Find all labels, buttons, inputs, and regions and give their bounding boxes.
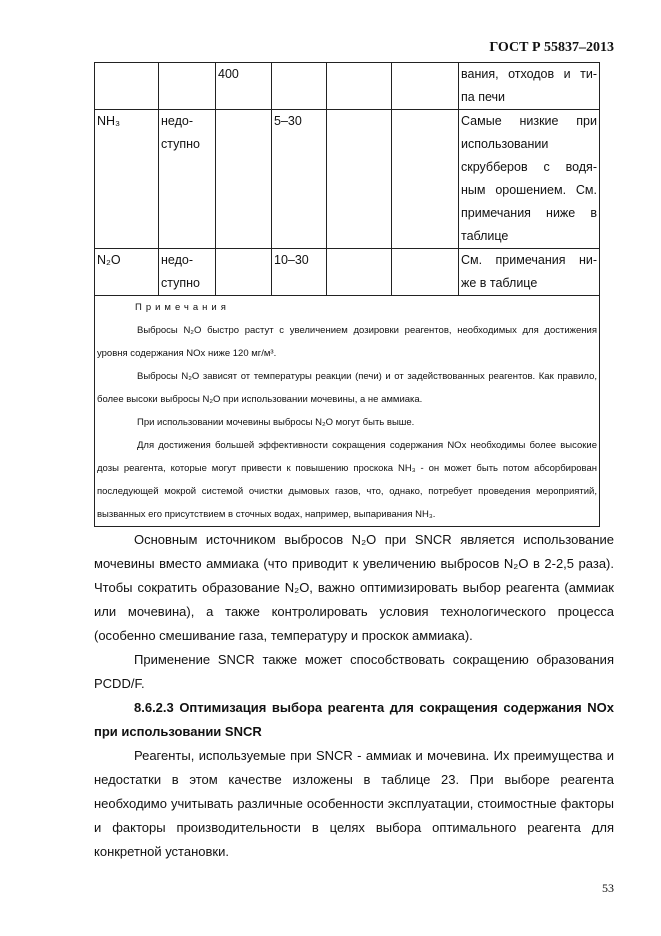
table-row xyxy=(95,110,600,249)
table-cell xyxy=(216,110,272,249)
table-cell xyxy=(459,63,600,110)
notes-row xyxy=(95,296,600,527)
cell-line: Самые низкие при xyxy=(461,114,597,128)
table-cell xyxy=(272,63,327,110)
substance-cell: NH₃ xyxy=(95,110,159,249)
cell-line: таблице xyxy=(461,229,509,243)
cell-line: па печи xyxy=(461,90,505,104)
cell-line: ным орошением. См. xyxy=(461,183,597,197)
table-row xyxy=(95,63,600,110)
cell-line: вания, отходов и ти- xyxy=(461,67,597,81)
table-cell xyxy=(392,249,459,296)
comparison-table xyxy=(94,62,600,527)
cell-line: См. примечания ни- xyxy=(461,253,597,267)
table-cell xyxy=(216,249,272,296)
cell-line: же в таблице xyxy=(461,276,538,290)
document-header: ГОСТ Р 55837–2013 xyxy=(489,40,614,55)
table-cell xyxy=(392,110,459,249)
notes-title: Примечания xyxy=(135,302,230,313)
table-cell xyxy=(459,110,600,249)
table-cell xyxy=(327,63,392,110)
cell-line: ступно xyxy=(161,137,200,151)
table-cell: 10–30 xyxy=(272,249,327,296)
note-item: Выбросы N₂O быстро растут с увеличением дозировки реагентов, необходимых для достижения уровня содержания NOх ниже 120 мг/м³. xyxy=(97,325,597,359)
table-cell xyxy=(459,249,600,296)
cell-line: примечания ниже в xyxy=(461,206,597,220)
table-cell xyxy=(159,249,216,296)
table-cell xyxy=(95,63,159,110)
cell-line: использовании xyxy=(461,137,549,151)
note-item: При использовании мочевины выбросы N₂O могут быть выше. xyxy=(137,417,415,428)
table-cell xyxy=(159,110,216,249)
cell-line: ступно xyxy=(161,276,200,290)
table-cell: 400 xyxy=(216,63,272,110)
table-cell xyxy=(392,63,459,110)
table-cell xyxy=(159,63,216,110)
paragraph: Реагенты, используемые при SNCR - аммиак и мочевина. Их преимущества и недостатки в этом качестве изложены в таблице 23. При выборе реагента необходимо учитывать различные особенности эксплуатации, стоимостные факторы и факторы производительности в целях выбора оптимального реагента для конкретной установки. xyxy=(94,748,614,859)
table-cell xyxy=(327,110,392,249)
substance-cell: N₂O xyxy=(95,249,159,296)
table-cell: 5–30 xyxy=(272,110,327,249)
note-item: Для достижения большей эффективности сокращения содержания NOх необходимы более высокие дозы реагента, которые могут привести к повышению проскока NH₃ - он может быть потом абсорбирован последующей мокрой системой очистки дымовых газов, что, однако, потребует проведения мероприятий, вызванных его присутствием в сточных водах, например, выпаривания NH₃. xyxy=(97,440,597,520)
table-cell xyxy=(327,249,392,296)
paragraph: Основным источником выбросов N₂O при SNCR является использование мочевины вместо аммиака (что приводит к увеличению выбросов N₂O в 2-2,5 раза). Чтобы сократить образование N₂O, важно оптимизировать выбор реагента (аммиак или мочевина), а также контролировать условия технологического процесса (особенно смешивание газа, температуру и проскок аммиака). xyxy=(94,532,614,643)
cell-line: недо- xyxy=(161,114,193,128)
section-heading: 8.6.2.3 Оптимизация выбора реагента для сокращения содержания NOх при использовании SNCR xyxy=(94,700,614,739)
notes-cell xyxy=(95,296,600,527)
body-text xyxy=(94,528,614,864)
page-number: 53 xyxy=(602,881,614,895)
cell-line: недо- xyxy=(161,253,193,267)
paragraph: Применение SNCR также может способствовать сокращению образования PCDD/F. xyxy=(94,652,614,691)
note-item: Выбросы N₂O зависят от температуры реакции (печи) и от задействованных реагентов. Как правило, более высоки выбросы N₂O при использовании мочевины, а не аммиака. xyxy=(97,371,597,405)
cell-line: скрубберов с водя- xyxy=(461,160,597,174)
table-row xyxy=(95,249,600,296)
